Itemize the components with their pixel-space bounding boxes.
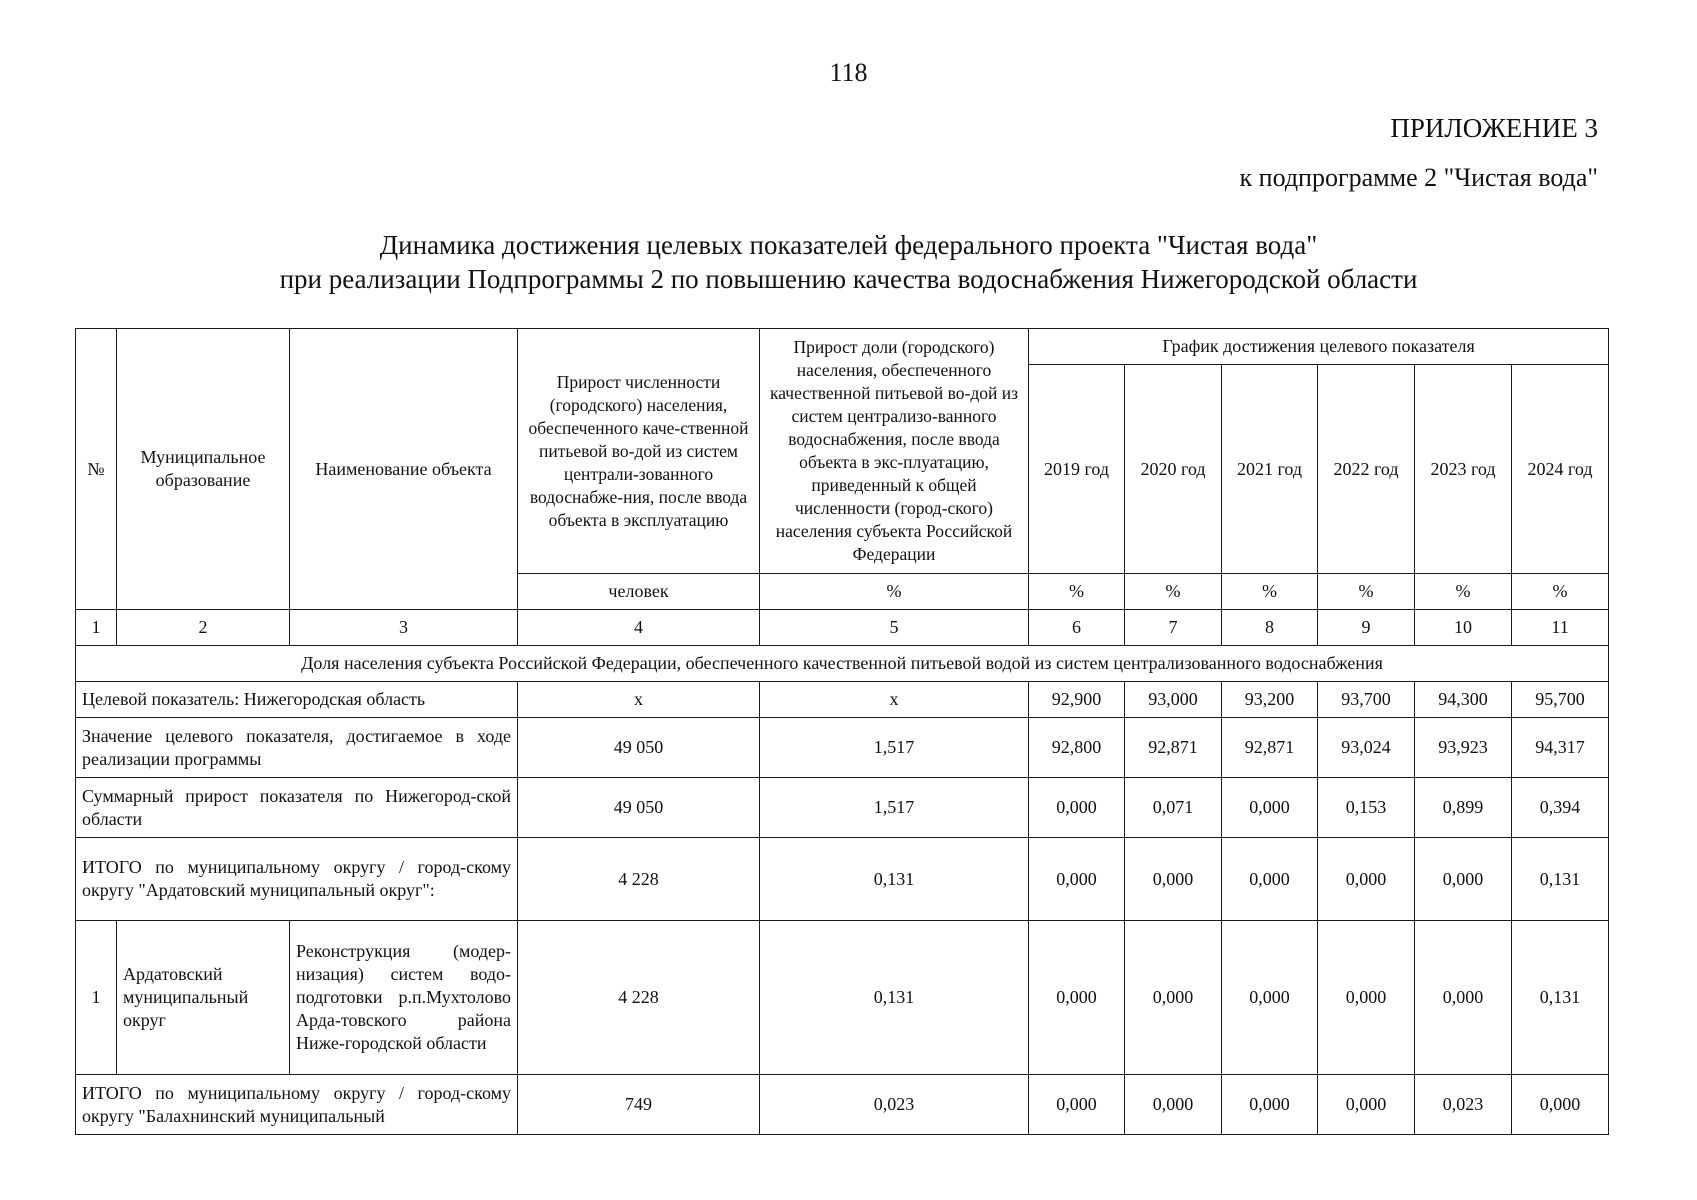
page-number: 118 [829,58,868,87]
document-title [0,228,1697,296]
row-year-value: 94,317 [1512,718,1609,778]
object-name: Реконструкция (модер-низация) систем водо-подготовки р.п.Мухтолово Арда-товского района Ниже-городской области [290,921,518,1075]
row-year-value: 0,000 [1125,838,1222,921]
row-year-value: 92,800 [1029,718,1125,778]
row-year-value: 0,000 [1125,1075,1222,1135]
appendix-title: ПРИЛОЖЕНИЕ 3 [1390,113,1598,143]
object-row [76,921,1609,1075]
row-year-value: 0,000 [1318,1075,1415,1135]
section-title: Доля населения субъекта Российской Федерации, обеспеченного качественной питьевой водой из систем централизованного водоснабжения [76,646,1609,682]
unit-percent: % [1125,574,1222,610]
unit-percent: % [1318,574,1415,610]
column-number: 9 [1318,610,1415,646]
column-number: 8 [1222,610,1318,646]
document-title-line-2: при реализации Подпрограммы 2 по повышению качества водоснабжения Нижегородской области [279,264,1418,294]
row-year-value: 93,923 [1415,718,1512,778]
object-no: 1 [76,921,117,1075]
header-year: 2022 год [1318,365,1415,574]
unit-percent: % [1029,574,1125,610]
object-municipality: Ардатовский муниципальный округ [117,921,290,1075]
column-number: 11 [1512,610,1609,646]
row-people: 4 228 [518,838,760,921]
row-year-value: 93,000 [1125,682,1222,718]
row-year-value: 0,000 [1029,838,1125,921]
row-share: 0,023 [760,1075,1029,1135]
row-year-value: 92,871 [1125,718,1222,778]
header-year: 2021 год [1222,365,1318,574]
unit-percent: % [1512,574,1609,610]
header-object-name: Наименование объекта [290,329,518,610]
table-row [76,682,1609,718]
row-people: x [518,682,760,718]
row-year-value: 0,000 [1222,778,1318,838]
header-municipality: Муниципальное образование [117,329,290,610]
row-year-value: 93,024 [1318,718,1415,778]
row-label: Суммарный прирост показателя по Нижегород-ской области [76,778,518,838]
row-year-value: 0,000 [1512,1075,1609,1135]
object-year-value: 0,000 [1222,921,1318,1075]
object-year-value: 0,000 [1415,921,1512,1075]
row-year-value: 0,000 [1029,778,1125,838]
row-label: ИТОГО по муниципальному округу / город-скому округу "Балахнинский муниципальный [76,1075,518,1135]
object-share: 0,131 [760,921,1029,1075]
column-number: 7 [1125,610,1222,646]
header-share-growth: Прирост доли (городского) населения, обеспеченного качественной питьевой во-дой из систем централизо-ванного водоснабжения, после ввода объекта в экс-плуатацию, приведенный к общей численности (город-ского) населения субъекта Российской Федерации [760,329,1029,574]
header-schedule: График достижения целевого показателя [1029,329,1609,365]
row-share: 1,517 [760,718,1029,778]
unit-people: человек [518,574,760,610]
row-people: 49 050 [518,778,760,838]
row-year-value: 0,000 [1222,838,1318,921]
column-number: 1 [76,610,117,646]
row-year-value: 0,000 [1029,1075,1125,1135]
column-number: 5 [760,610,1029,646]
unit-percent: % [1222,574,1318,610]
header-row-1 [76,329,1609,365]
header-year: 2024 год [1512,365,1609,574]
row-year-value: 0,000 [1415,838,1512,921]
document-title-line-1: Динамика достижения целевых показателей федерального проекта "Чистая вода" [379,230,1318,260]
header-population-growth: Прирост численности (городского) населения, обеспеченного каче-ственной питьевой во-дой из систем централи-зованного водоснабже-ния, после ввода объекта в эксплуатацию [518,329,760,574]
row-people: 49 050 [518,718,760,778]
object-year-value: 0,000 [1318,921,1415,1075]
column-number: 10 [1415,610,1512,646]
row-people: 749 [518,1075,760,1135]
row-year-value: 92,871 [1222,718,1318,778]
section-title-row [76,646,1609,682]
object-people: 4 228 [518,921,760,1075]
row-year-value: 0,000 [1222,1075,1318,1135]
header-no: № [76,329,117,610]
object-year-value: 0,131 [1512,921,1609,1075]
row-year-value: 0,131 [1512,838,1609,921]
row-year-value: 0,899 [1415,778,1512,838]
header-year: 2019 год [1029,365,1125,574]
column-number: 4 [518,610,760,646]
table-row [76,778,1609,838]
column-number: 6 [1029,610,1125,646]
column-number: 3 [290,610,518,646]
row-share: 1,517 [760,778,1029,838]
row-label: ИТОГО по муниципальному округу / город-скому округу "Ардатовский муниципальный округ": [76,838,518,921]
table-row [76,718,1609,778]
header-year: 2020 год [1125,365,1222,574]
row-label: Целевой показатель: Нижегородская область [76,682,518,718]
row-year-value: 0,000 [1318,838,1415,921]
indicators-table [75,328,1609,1135]
row-year-value: 0,394 [1512,778,1609,838]
row-year-value: 95,700 [1512,682,1609,718]
unit-percent: % [1415,574,1512,610]
column-number: 2 [117,610,290,646]
column-numbers-row [76,610,1609,646]
object-year-value: 0,000 [1029,921,1125,1075]
table-row [76,838,1609,921]
row-year-value: 93,700 [1318,682,1415,718]
row-year-value: 93,200 [1222,682,1318,718]
row-year-value: 0,153 [1318,778,1415,838]
row-share: 0,131 [760,838,1029,921]
table-row [76,1075,1609,1135]
header-year: 2023 год [1415,365,1512,574]
row-share: x [760,682,1029,718]
row-year-value: 0,071 [1125,778,1222,838]
appendix-subtitle: к подпрограмме 2 "Чистая вода" [1239,163,1598,192]
row-year-value: 94,300 [1415,682,1512,718]
row-label: Значение целевого показателя, достигаемое в ходе реализации программы [76,718,518,778]
unit-percent: % [760,574,1029,610]
row-year-value: 92,900 [1029,682,1125,718]
row-year-value: 0,023 [1415,1075,1512,1135]
object-year-value: 0,000 [1125,921,1222,1075]
